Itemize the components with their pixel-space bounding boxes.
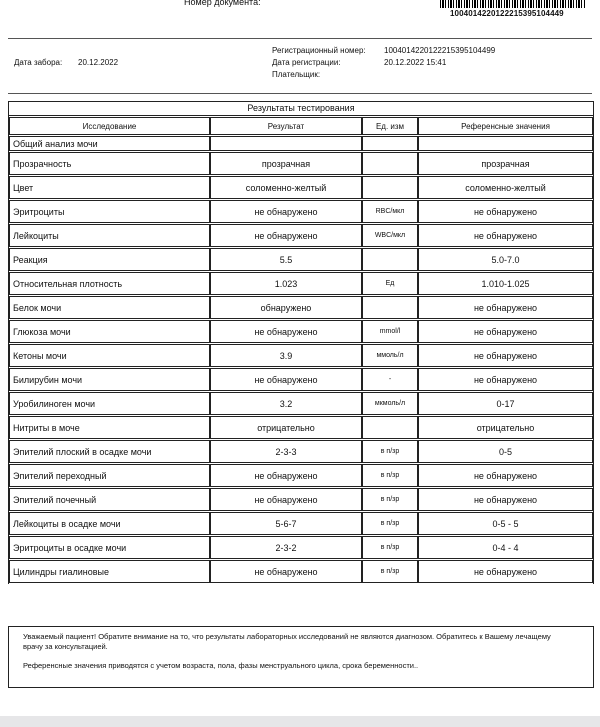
test-name: Эпителий почечный — [9, 488, 210, 511]
table-row — [9, 416, 593, 439]
test-unit — [362, 296, 418, 319]
test-name: Цилиндры гиалиновые — [9, 560, 210, 583]
info-divider — [8, 93, 592, 94]
test-reference: отрицательно — [418, 416, 593, 439]
test-result: 3.2 — [210, 392, 362, 415]
test-unit: в п/зр — [362, 488, 418, 511]
table-row — [9, 224, 593, 247]
test-name: Уробилиноген мочи — [9, 392, 210, 415]
test-result: не обнаружено — [210, 464, 362, 487]
test-name: Цвет — [9, 176, 210, 199]
table-row — [9, 560, 593, 583]
table-row — [9, 272, 593, 295]
test-result: не обнаружено — [210, 368, 362, 391]
table-row — [9, 488, 593, 511]
test-unit: mmol/l — [362, 320, 418, 343]
test-unit — [362, 416, 418, 439]
test-unit: WBC/мкл — [362, 224, 418, 247]
table-header-row — [9, 117, 593, 135]
results-grid — [9, 116, 593, 584]
table-row — [9, 392, 593, 415]
test-reference: 0-5 — [418, 440, 593, 463]
test-reference: прозрачная — [418, 152, 593, 175]
test-unit: в п/зр — [362, 440, 418, 463]
test-name: Билирубин мочи — [9, 368, 210, 391]
test-result: обнаружено — [210, 296, 362, 319]
reference-note: Референсные значения приводятся с учетом возраста, пола, фазы менструального цикла, срока беременности.. — [23, 661, 419, 670]
reg-date-value: 20.12.2022 15:41 — [384, 58, 447, 67]
test-result: не обнаружено — [210, 224, 362, 247]
test-reference: 1.010-1.025 — [418, 272, 593, 295]
test-unit: в п/зр — [362, 560, 418, 583]
test-unit — [362, 152, 418, 175]
test-name: Лейкоциты в осадке мочи — [9, 512, 210, 535]
table-row — [9, 296, 593, 319]
column-header: Референсные значения — [418, 117, 593, 135]
test-name: Эпителий плоский в осадке мочи — [9, 440, 210, 463]
test-reference: соломенно-желтый — [418, 176, 593, 199]
test-unit: RBC/мкл — [362, 200, 418, 223]
test-result: прозрачная — [210, 152, 362, 175]
test-reference: не обнаружено — [418, 200, 593, 223]
test-result: 1.023 — [210, 272, 362, 295]
test-result: 5-6-7 — [210, 512, 362, 535]
table-row — [9, 368, 593, 391]
test-result: отрицательно — [210, 416, 362, 439]
test-reference: 0-17 — [418, 392, 593, 415]
test-reference: не обнаружено — [418, 368, 593, 391]
test-result: не обнаружено — [210, 560, 362, 583]
document-number-label: Номер документа: — [184, 0, 261, 7]
test-reference: не обнаружено — [418, 320, 593, 343]
test-result: не обнаружено — [210, 488, 362, 511]
column-header: Результат — [210, 117, 362, 135]
table-row — [9, 536, 593, 559]
test-unit: Ед — [362, 272, 418, 295]
test-name: Относительная плотность — [9, 272, 210, 295]
test-reference: 5.0-7.0 — [418, 248, 593, 271]
test-reference: не обнаружено — [418, 464, 593, 487]
test-result: не обнаружено — [210, 320, 362, 343]
test-unit: в п/зр — [362, 512, 418, 535]
reg-number-value: 1004014220122215395104499 — [384, 46, 496, 55]
test-unit: ммоль/л — [362, 344, 418, 367]
results-title: Результаты тестирования — [9, 102, 593, 116]
reg-number-label: Регистрационный номер: — [272, 46, 366, 55]
test-reference: не обнаружено — [418, 224, 593, 247]
table-row — [9, 344, 593, 367]
column-header: Ед. изм — [362, 117, 418, 135]
test-name: Эритроциты в осадке мочи — [9, 536, 210, 559]
reg-date-label: Дата регистрации: — [272, 58, 341, 67]
test-name: Лейкоциты — [9, 224, 210, 247]
test-name: Эпителий переходный — [9, 464, 210, 487]
collection-date-label: Дата забора: — [14, 58, 63, 67]
table-row — [9, 320, 593, 343]
table-row — [9, 176, 593, 199]
test-name: Реакция — [9, 248, 210, 271]
barcode-image — [440, 0, 586, 8]
column-header: Исследование — [9, 117, 210, 135]
table-row — [9, 248, 593, 271]
barcode-number: 1004014220122215395104449 — [450, 9, 564, 18]
test-unit — [362, 176, 418, 199]
test-result: соломенно-желтый — [210, 176, 362, 199]
test-unit — [362, 248, 418, 271]
table-row — [9, 152, 593, 175]
test-result: 2-3-2 — [210, 536, 362, 559]
table-row — [9, 440, 593, 463]
test-name: Кетоны мочи — [9, 344, 210, 367]
test-name: Глюкоза мочи — [9, 320, 210, 343]
test-result: 3.9 — [210, 344, 362, 367]
test-name: Прозрачность — [9, 152, 210, 175]
test-name: Нитриты в моче — [9, 416, 210, 439]
test-reference: не обнаружено — [418, 488, 593, 511]
group-row — [9, 136, 593, 151]
top-divider — [8, 38, 592, 39]
test-result: 5.5 — [210, 248, 362, 271]
test-unit: мкмоль/л — [362, 392, 418, 415]
patient-notice: Уважаемый пациент! Обратите внимание на то, что результаты лабораторных исследований не являются диагнозом. Обратитесь к Вашему лечащему врачу за консультацией. — [23, 632, 551, 651]
results-table — [8, 101, 594, 584]
payer-label: Плательщик: — [272, 70, 321, 79]
test-unit: в п/зр — [362, 464, 418, 487]
test-reference: не обнаружено — [418, 344, 593, 367]
table-row — [9, 200, 593, 223]
test-unit: в п/зр — [362, 536, 418, 559]
group-title: Общий анализ мочи — [9, 136, 210, 151]
test-reference: 0-5 - 5 — [418, 512, 593, 535]
test-result: не обнаружено — [210, 200, 362, 223]
test-unit: - — [362, 368, 418, 391]
collection-date-value: 20.12.2022 — [78, 58, 119, 67]
test-reference: не обнаружено — [418, 560, 593, 583]
footer-notice-box — [8, 626, 594, 688]
table-row — [9, 512, 593, 535]
test-reference: не обнаружено — [418, 296, 593, 319]
test-result: 2-3-3 — [210, 440, 362, 463]
table-row — [9, 464, 593, 487]
test-name: Эритроциты — [9, 200, 210, 223]
test-name: Белок мочи — [9, 296, 210, 319]
test-reference: 0-4 - 4 — [418, 536, 593, 559]
